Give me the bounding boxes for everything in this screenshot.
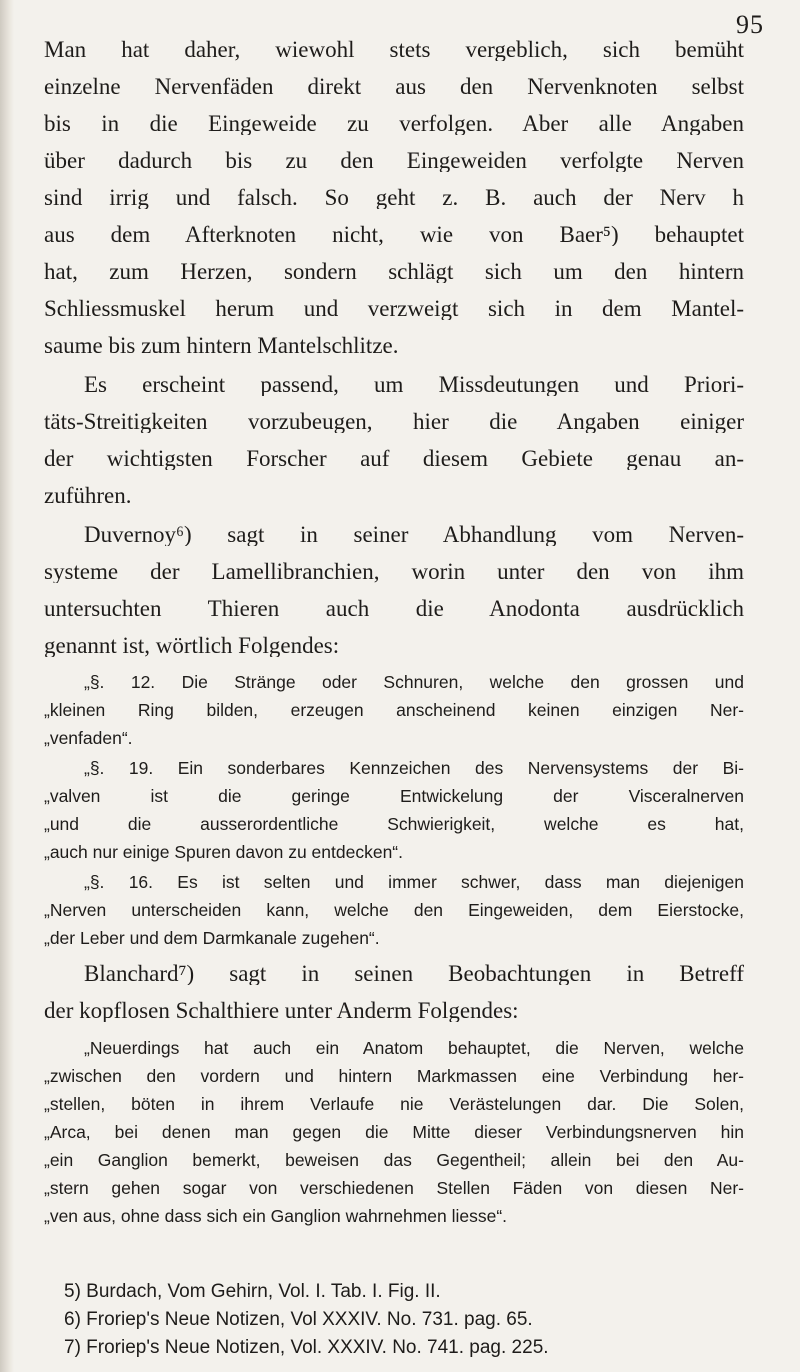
text-line: der wichtigsten Forscher auf diesem Gebiete genau an- xyxy=(44,447,744,470)
quote-line: „kleinen Ring bilden, erzeugen anscheinend keinen einzigen Ner- xyxy=(44,702,744,720)
quote-line: „Nerven unterscheiden kann, welche den Eingeweiden, dem Eierstocke, xyxy=(44,902,744,920)
quote-line: „zwischen den vordern und hintern Markmassen eine Verbindung her- xyxy=(44,1068,744,1086)
quote-line: „venfaden“. xyxy=(44,730,133,748)
footnote: 6) Froriep's Neue Notizen, Vol XXXIV. No. 731. pag. 65. xyxy=(64,1309,533,1330)
text-line: bis in die Eingeweide zu verfolgen. Aber alle Angaben xyxy=(44,112,744,135)
text-line: saume bis zum hintern Mantelschlitze. xyxy=(44,334,399,357)
text-line: untersuchten Thieren auch die Anodonta ausdrücklich xyxy=(44,597,744,620)
text-line: aus dem Afterknoten nicht, wie von Baer⁵) behauptet xyxy=(44,223,744,246)
text-line: hat, zum Herzen, sondern schlägt sich um den hintern xyxy=(44,260,744,283)
page-number: 95 xyxy=(736,10,764,39)
quote-line: „ven aus, ohne dass sich ein Ganglion wahrnehmen liesse“. xyxy=(44,1208,508,1226)
footnote: 5) Burdach, Vom Gehirn, Vol. I. Tab. I. Fig. II. xyxy=(64,1281,441,1302)
text-line: einzelne Nervenfäden direkt aus den Nervenknoten selbst xyxy=(44,75,744,98)
quote-line: „§. 19. Ein sonderbares Kennzeichen des Nervensystems der Bi- xyxy=(84,760,744,778)
quote-line: „§. 12. Die Stränge oder Schnuren, welche den grossen und xyxy=(84,674,744,692)
quote-line: „und die ausserordentliche Schwierigkeit, welche es hat, xyxy=(44,816,744,834)
quote-line: „der Leber und dem Darmkanale zugehen“. xyxy=(44,930,380,948)
text-line: Schliessmuskel herum und verzweigt sich in dem Mantel- xyxy=(44,297,744,320)
quote-line: „Neuerdings hat auch ein Anatom behauptet, die Nerven, welche xyxy=(84,1040,744,1058)
text-line: Man hat daher, wiewohl stets vergeblich, sich bemüht xyxy=(44,38,744,61)
text-line: sind irrig und falsch. So geht z. B. auch der Nerv h xyxy=(44,186,744,209)
page-edge-shadow xyxy=(0,0,14,1372)
quote-line: „§. 16. Es ist selten und immer schwer, dass man diejenigen xyxy=(84,874,744,892)
quote-line: „ein Ganglion bemerkt, beweisen das Gegentheil; allein bei den Au- xyxy=(44,1152,744,1170)
text-line: täts-Streitigkeiten vorzubeugen, hier die Angaben einiger xyxy=(44,410,744,433)
text-line: über dadurch bis zu den Eingeweiden verfolgte Nerven xyxy=(44,149,744,172)
paragraph-start-line: Duvernoy⁶) sagt in seiner Abhandlung vom Nerven- xyxy=(84,523,744,546)
text-line: zuführen. xyxy=(44,484,132,507)
paragraph-start-line: Blanchard⁷) sagt in seinen Beobachtungen in Betreff xyxy=(84,962,744,985)
quote-line: „stern gehen sogar von verschiedenen Stellen Fäden von diesen Ner- xyxy=(44,1180,744,1198)
text-line: der kopflosen Schalthiere unter Anderm Folgendes: xyxy=(44,999,519,1022)
quote-line: „Arca, bei denen man gegen die Mitte dieser Verbindungsnerven hin xyxy=(44,1124,744,1142)
text-line: systeme der Lamellibranchien, worin unter den von ihm xyxy=(44,560,744,583)
quote-line: „valven ist die geringe Entwickelung der Visceralnerven xyxy=(44,788,744,806)
quote-line: „auch nur einige Spuren davon zu entdecken“. xyxy=(44,844,403,862)
footnote: 7) Froriep's Neue Notizen, Vol. XXXIV. No. 741. pag. 225. xyxy=(64,1337,549,1358)
text-line: genannt ist, wörtlich Folgendes: xyxy=(44,634,340,657)
quote-line: „stellen, böten in ihrem Verlaufe nie Verästelungen dar. Die Solen, xyxy=(44,1096,744,1114)
paragraph-start-line: Es erscheint passend, um Missdeutungen und Priori- xyxy=(84,373,744,396)
